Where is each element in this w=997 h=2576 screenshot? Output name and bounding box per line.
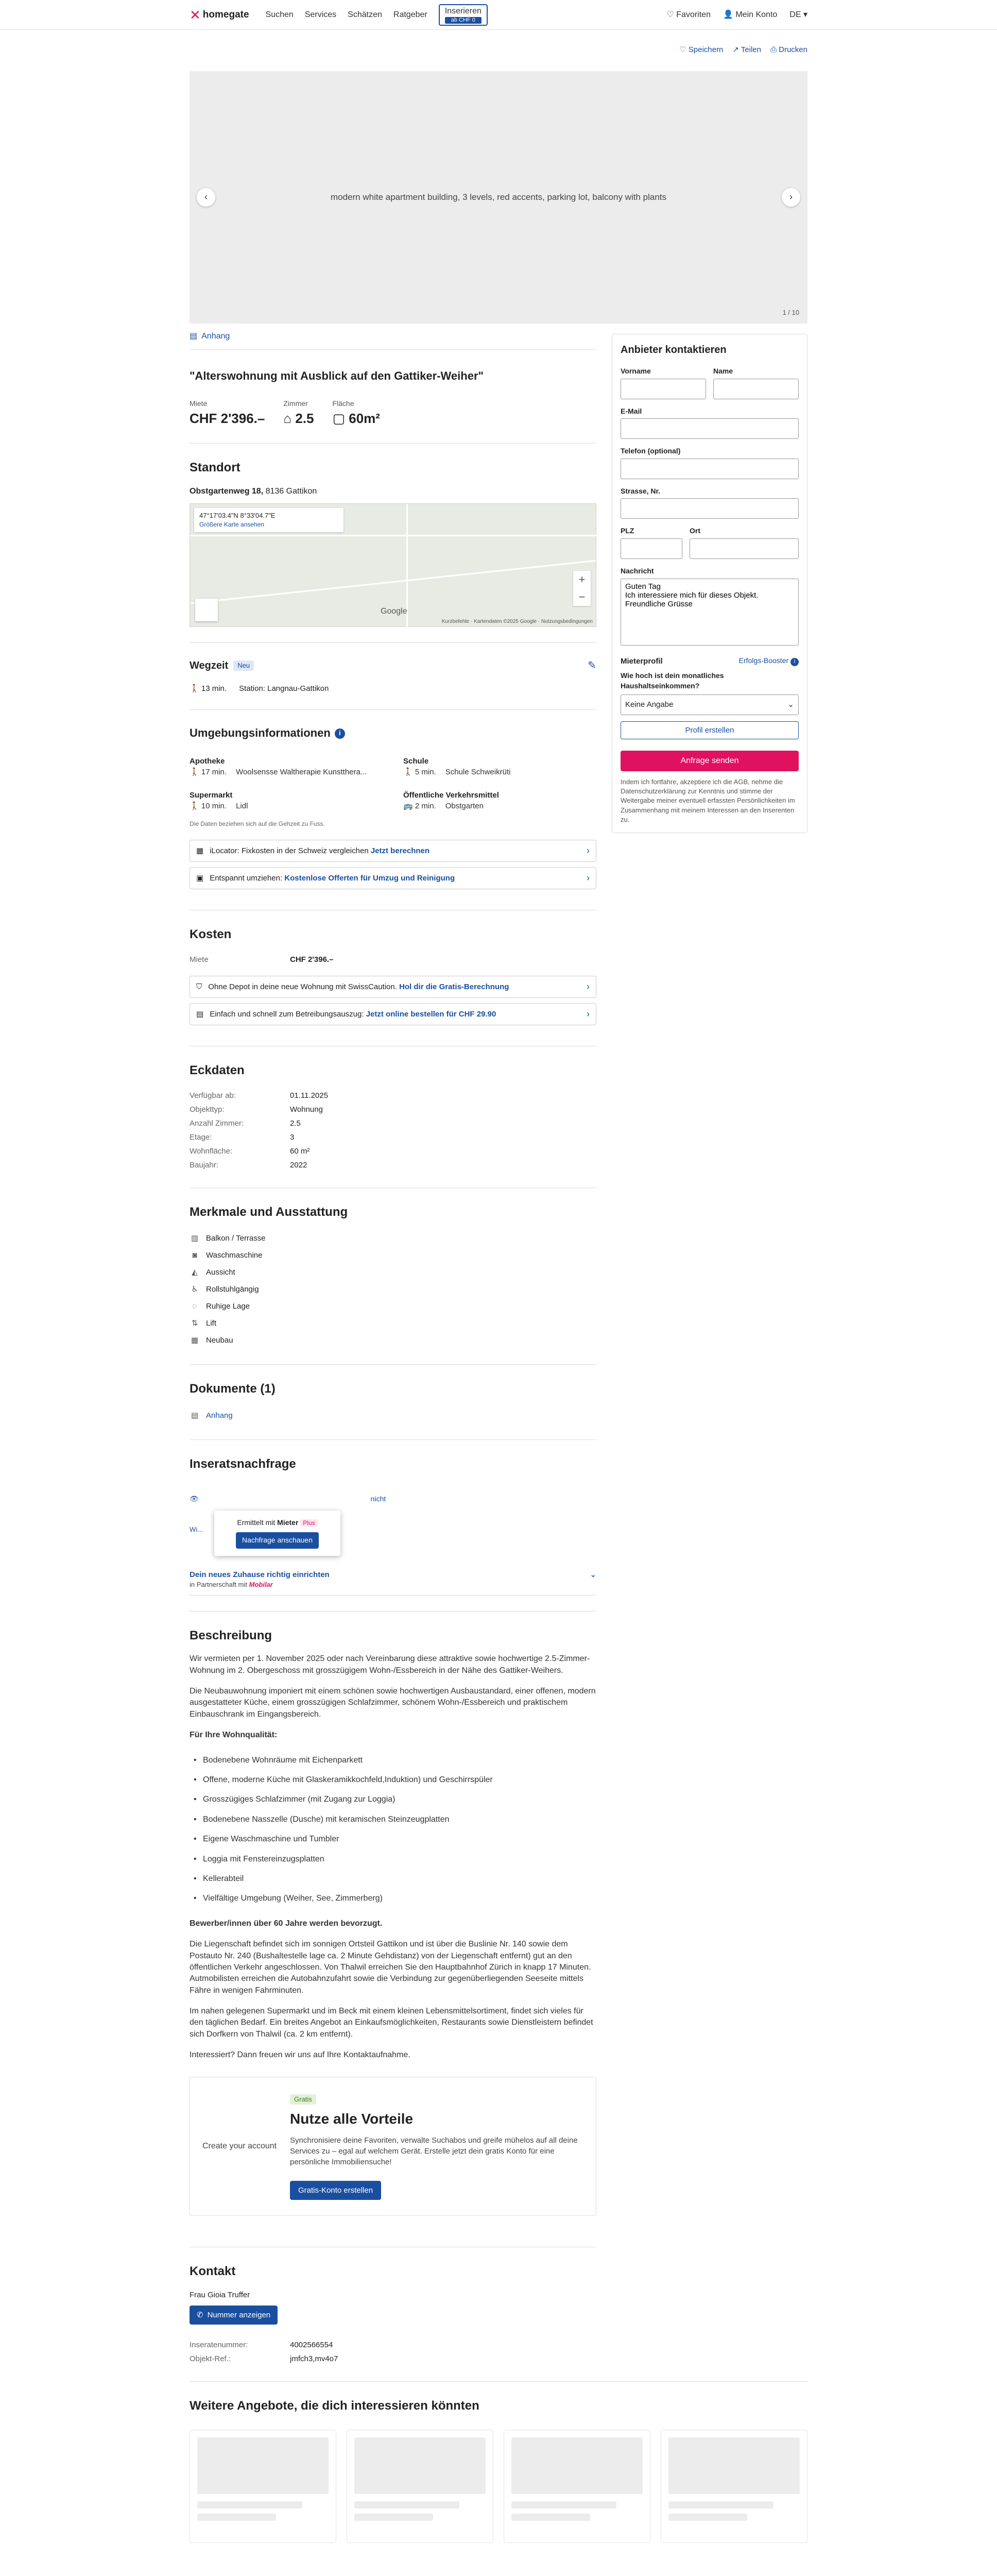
save-action[interactable]: ♡ Speichern [679, 45, 724, 54]
key-data-row: Verfügbar ab: 01.11.2025 [190, 1091, 328, 1100]
attachment-link[interactable]: ▤ Anhang [190, 324, 596, 350]
list-item: • Bodenebene Nasszelle (Dusche) mit keramischen Steinzeugplatten [190, 1810, 596, 1829]
feature-item: ◙ Waschmaschine [190, 1247, 596, 1264]
logo-x-icon: ✕ [190, 7, 201, 23]
fact-rooms: Zimmer ⌂ 2.5 [283, 399, 314, 426]
skeleton-line [354, 2514, 433, 2521]
calculator-icon: ▦ [196, 846, 204, 855]
list-item: • Vielfältige Umgebung (Weiher, See, Zimmerberg) [190, 1889, 596, 1908]
map-road [190, 535, 597, 536]
swisscaution-promo[interactable]: ⛉ Ohne Depot in deine neue Wohnung mit SwissCaution. Hol dir die Gratis-Berechnung › [190, 976, 596, 998]
skeleton-line [197, 2514, 276, 2521]
gallery-image: modern white apartment building, 3 levels, red accents, parking lot, balcony with plants [330, 192, 667, 202]
feature-item: ⇅ Lift [190, 1315, 596, 1332]
chevron-right-icon: › [587, 1008, 590, 1019]
logo[interactable]: ✕ homegate [190, 7, 249, 23]
email-input[interactable] [621, 418, 799, 439]
walk-icon: 🚶 17 min. [190, 767, 227, 776]
furnishing-promo[interactable]: Dein neues Zuhause richtig einrichten in Partnerschaft mit Mobilar ⌄ [190, 1569, 596, 1595]
location-heading: Standort [190, 461, 240, 475]
chevron-right-icon: › [587, 845, 590, 856]
features-section: Merkmale und Ausstattung ▥ Balkon / Terrasse ◙ Waschmaschine ◭ Aussicht ♿ Rollstuhlgängig ◌ Ruhige Lage ⇅ Lift ▦ Neubau [190, 1188, 596, 1365]
first-name-input[interactable] [621, 379, 706, 399]
pencil-icon[interactable]: ✎ [588, 660, 596, 672]
demand-row: 👁 nicht [190, 1495, 386, 1503]
description-section: Beschreibung Wir vermieten per 1. November 2025 oder nach Vereinbarung diese attraktive sowie hochwertige 2.5-Zimmer-Wohnung im 2. Obergeschoss mit grosszügigem Wohn-/Essbereich in der Nähe des Gattiker-Weihers. Die Neubauwohnung imponiert mit einem schönen sowie hochwertigen Ausbaustandard, einer offenen, modern ausgestatteter Küche, einem grosszügigen Schlafzimmer, schönem Wohn-/Essbereich und praktischem Einbauschrank im Eingangsbereich. Für Ihre Wohnqualität: • Bodenebene Wohnräume mit Eichenparkett • Offene, moderne Küche mit Glaskeramikkochfeld,Induktion) und Geschirrspüler • Grosszügiges Schlafzimmer (mit Zugang zur Loggia) • Bodenebene Nasszelle (Dusche) mit keramischen Steinzeugplatten • Eigene Waschmaschine und Tumbler • Loggia mit Fenstereinzugsplatten • Kellerabteil • Vielfältige Umgebung (Weiher, See, Zimmerberg) Bewerber/innen über 60 Jahre werden bevorzugt. Die Liegenschaft befindet sich im sonnigen Ortsteil Gattikon und ist über die Buslinie Nr. 140 sowie dem Postauto Nr. 240 (Bushaltestelle lage ca. 2 Minute Gehdistanz) von der Liegenschaft entfernt) gut an den öffentlichen Verkehr angeschlossen. Von Thalwil erreichen Sie den Hauptbahnhof Zürich in knapp 17 Minuten. Autmobilisten erreichen die Autobahnzufahrt sowie die Verbindung zur gegenüberliegenden Seeseite mittels Fähre in wenigen Fahrminuten. Im nahen gelegenen Supermarkt und im Beck mit einem kleinen Lebensmittelsortiment, findet sich vieles für den täglichen Bedarf. Ein breites Angebot an Einkaufsmöglichkeiten, Restaurants sowie Dienstleistern befindet sich Dorfkern von Thalwil (ca. 2 km entfernt). Interessiert? Dann freuen wir uns auf Ihre Kontaktaufnahme. Create your account Gratis Nutze alle Vorteile Synchronisiere deine Favoriten, verwalte Suchabos und greife mühelos auf all deine Services zu – egal auf welchem Gerät. Erstelle jetzt dein gratis Konto für eine persönliche Immobiliensuche! Gratis-Konto erstellen [190, 1611, 596, 2247]
balcony-icon: ▥ [191, 1234, 199, 1243]
phone-input[interactable] [621, 459, 799, 479]
feature-item: ▦ Neubau [190, 1332, 596, 1349]
document-icon: ▤ [190, 332, 198, 341]
favorites-link[interactable]: ♡ Favoriten [666, 10, 711, 19]
list-item: • Grosszügiges Schlafzimmer (mit Zugang zur Loggia) [190, 1790, 596, 1809]
gallery-counter: 1 / 10 [782, 308, 799, 316]
new-building-icon: ▦ [191, 1336, 199, 1345]
chevron-down-icon: ⌄ [787, 700, 794, 709]
washing-machine-icon: ◙ [192, 1251, 197, 1260]
street-input[interactable] [621, 498, 799, 519]
view-icon: ◭ [192, 1268, 198, 1277]
surroundings-note: Die Daten beziehen sich auf die Gehzeit zu Fuss. [190, 820, 325, 827]
surrounding-item: Supermarkt 🚶 10 min. Lidl [190, 790, 248, 810]
sidebar [612, 324, 807, 2381]
share-action[interactable]: ↗ Teilen [732, 45, 761, 54]
chevron-down-icon: ⌄ [590, 1570, 596, 1580]
key-data-row: Wohnfläche: 60 m² [190, 1146, 310, 1156]
shield-icon: ⛉ [196, 982, 202, 991]
top-actions [679, 44, 807, 55]
nav-item-schaetzen[interactable]: Schätzen [348, 10, 382, 19]
list-item: • Offene, moderne Küche mit Glaskeramikkochfeld,Induktion) und Geschirrspüler [190, 1770, 596, 1790]
header [0, 0, 997, 30]
legal-note: Indem ich fortfahre, akzeptiere ich die AGB, nehme die Datenschutzerklärung zur Kenntnis und stimme der Weitergabe meiner eventuell erfassten Persönlichkeiten im Zusammenhang mit meinem Interessen an den Inserenten zu. [621, 777, 795, 823]
contact-section: Kontakt Frau Gioia Truffer ✆ Nummer anzeigen Inseratenummer: 4002566554 Objekt-Ref.: jmfch3,mv4o7 [190, 2247, 596, 2381]
map-coordinates: 47°17'03.4"N 8°33'04.7"E Größere Karte ansehen [194, 508, 343, 532]
demand-popup: Ermittelt mit Mieter Plus Nachfrage anschauen [214, 1511, 340, 1555]
skeleton-line [197, 2501, 302, 2509]
cost-row: Miete CHF 2'396.– [190, 955, 334, 964]
feature-item: ▥ Balkon / Terrasse [190, 1230, 596, 1247]
show-number-button[interactable]: ✆ Nummer anzeigen [190, 2306, 278, 2325]
skeleton-line [668, 2514, 747, 2521]
contact-row: Objekt-Ref.: jmfch3,mv4o7 [190, 2354, 338, 2363]
fact-rent: Miete CHF 2'396.– [190, 399, 265, 426]
main-content [190, 324, 596, 2381]
ilocator-promo[interactable]: ▦ iLocator: Fixkosten in der Schweiz vergleichen Jetzt berechnen › [190, 840, 596, 862]
insert-price-badge: ab CHF 0 [445, 17, 482, 24]
insert-button[interactable]: Inserieren ab CHF 0 [439, 4, 488, 26]
bus-icon: 🚌 2 min. [403, 801, 436, 810]
skeleton-line [511, 2501, 616, 2509]
documents-section: Dokumente (1) ▤ Anhang [190, 1364, 596, 1439]
offer-card-skeleton[interactable] [504, 2430, 650, 2543]
document-icon: ▤ [191, 1411, 199, 1420]
larger-map-link[interactable]: Größere Karte ansehen [199, 521, 265, 529]
phone-icon: ✆ [197, 2310, 203, 2319]
language-select[interactable]: DE ▾ [789, 10, 807, 19]
user-icon: 👤 [723, 10, 736, 19]
contact-row: Inseratenummer: 4002566554 [190, 2340, 333, 2349]
zip-input[interactable] [621, 538, 682, 559]
feature-item: ◭ Aussicht [190, 1264, 596, 1281]
offer-card-skeleton[interactable] [661, 2430, 807, 2543]
register-card: Create your account Gratis Nutze alle Vorteile Synchronisiere deine Favoriten, verwalte Suchabos und greife mühelos auf all deine Services zu – egal auf welchem Gerät. Erstelle jetzt dein gratis Konto für eine persönliche Immobiliensuche! Gratis-Konto erstellen [190, 2077, 596, 2216]
list-item: • Eigene Waschmaschine und Tumbler [190, 1829, 596, 1849]
fact-area: Fläche ▢ 60m² [332, 399, 380, 426]
demand-section: Inseratsnachfrage 👁 nicht Wi... Ermittelt mit Mieter Plus Nachfrage anschauen Dein neues Zuhause richtig einrichten in Partnerschaft mit Mobilar ⌄ [190, 1439, 596, 1611]
document-icon: ▤ [196, 1010, 204, 1019]
feature-item: ◌ Ruhige Lage [190, 1298, 596, 1315]
main-nav [266, 4, 488, 26]
location-section [190, 443, 596, 642]
list-item: • Bodenebene Wohnräume mit Eichenparkett [190, 1751, 596, 1770]
feature-item: ♿ Rollstuhlgängig [190, 1281, 596, 1298]
walk-icon: 🚶 [190, 684, 201, 693]
skeleton-line [668, 2501, 773, 2509]
success-booster-link[interactable]: Erfolgs-Booster i [739, 656, 799, 667]
gallery-next-button[interactable]: › [782, 188, 800, 207]
register-illustration: Create your account [202, 2141, 277, 2150]
walk-time: 🚶 13 min. [190, 684, 227, 693]
skeleton-line [511, 2514, 590, 2521]
info-icon: i [790, 658, 799, 666]
key-data-row: Etage: 3 [190, 1132, 295, 1142]
document-link[interactable]: ▤ Anhang [190, 1407, 596, 1424]
quality-list [190, 1751, 596, 1909]
walk-icon: 🚶 10 min. [190, 801, 227, 810]
chevron-right-icon: › [587, 981, 590, 992]
map-zoom-controls [573, 571, 591, 606]
free-badge: Gratis [290, 2094, 316, 2105]
area-icon: ▢ [332, 410, 349, 426]
zoom-out-button[interactable]: − [578, 590, 586, 604]
heart-icon: ♡ [666, 10, 677, 19]
message-textarea[interactable] [621, 579, 799, 646]
create-profile-button[interactable]: Profil erstellen [621, 721, 799, 739]
wheelchair-icon: ♿ [191, 1285, 198, 1294]
skeleton-image [511, 2437, 643, 2494]
account-link[interactable]: 👤 Mein Konto [723, 10, 778, 19]
surroundings-section: Umgebungsinformationen i Apotheke 🚶 17 min. Woolsensse Waltherapie Kunstthera... Schule 🚶 5 min. Schule Schweikrüti Supermarkt 🚶 10 min. Lidl Öffentliche Verkehrsmittel 🚌 2 min. Obstgarten Die Daten beziehen sich auf die Gehzeit zu Fuss. ▦ iLocator: Fixkosten in der Schweiz vergleichen Jetzt berechnen › ▣ Entspannt umziehen: Kostenlose Offerten für Umzug und Reinigung › [190, 709, 596, 910]
betreibung-promo[interactable]: ▤ Einfach und schnell zum Betreibungsauszug: Jetzt online bestellen für CHF 29.90 › [190, 1003, 596, 1025]
station: Station: Langnau-Gattikon [239, 684, 329, 693]
info-icon[interactable]: i [335, 728, 345, 739]
nav-item-suchen[interactable]: Suchen [265, 10, 294, 19]
view-demand-button[interactable]: Nachfrage anschauen [236, 1532, 319, 1549]
eye-icon: 👁 [190, 1495, 201, 1503]
map-brand: Google [381, 606, 407, 616]
costs-section: Kosten Miete CHF 2'396.– ⛉ Ohne Depot in deine neue Wohnung mit SwissCaution. Hol dir die Gratis-Berechnung › ▤ Einfach und schnell zum Betreibungsauszug: Jetzt online bestellen für CHF 29.90 › [190, 910, 596, 1046]
key-data-row: Anzahl Zimmer: 2.5 [190, 1118, 301, 1128]
surrounding-item: Schule 🚶 5 min. Schule Schweikrüti [403, 756, 511, 776]
key-data-row: Objekttyp: Wohnung [190, 1105, 323, 1114]
rooms-icon: ⌂ [283, 410, 296, 426]
demand-link[interactable]: Wi... [190, 1526, 203, 1534]
key-data-row: Baujahr: 2022 [190, 1160, 307, 1170]
contact-form: Anbieter kontaktieren Vorname Name E-Mail Telefon (optional) Strasse, Nr. PLZ Ort Nachricht Guten Tag Ich interessiere mich für dieses Objekt. Freundliche Grüsse Mieterprofil Erfolgs-Booster i Wie hoch ist dein monatliches Haushaltseinkommen? Keine Angabe ⌄ Profil erstellen Anfrage senden Indem ich fortfahre, akzeptiere ich die AGB, nehme die Datenschutzerklärung zur Kenntnis und stimme der Weitergabe meiner eventuell erfassten Persönlichkeiten im Zusammenhang mit meinem Interessen an den Inserenten zu. [612, 334, 807, 833]
plus-badge: Plus [300, 1519, 317, 1527]
contact-person: Frau Gioia Truffer [190, 2290, 250, 2299]
skeleton-image [197, 2437, 329, 2494]
zoom-in-button[interactable]: + [578, 573, 586, 586]
skeleton-line [354, 2501, 459, 2509]
new-badge: Neu [233, 660, 254, 671]
last-name-input[interactable] [713, 379, 799, 399]
surrounding-item: Öffentliche Verkehrsmittel 🚌 2 min. Obstgarten [403, 790, 499, 810]
map-road [191, 560, 596, 604]
create-account-button[interactable]: Gratis-Konto erstellen [290, 2181, 381, 2200]
city-input[interactable] [690, 538, 799, 559]
address: Obstgartenweg 18, 8136 Gattikon [190, 486, 317, 496]
nav-item-services[interactable]: Services [304, 10, 337, 19]
income-select[interactable]: Keine Angabe ⌄ [621, 694, 799, 715]
print-action[interactable]: ⎙ Drucken [770, 45, 807, 54]
elevator-icon: ⇅ [191, 1319, 198, 1328]
key-facts [190, 399, 596, 428]
list-item: • Kellerabteil [190, 1869, 596, 1889]
chevron-right-icon: › [587, 872, 590, 883]
truck-icon: ▣ [196, 874, 204, 883]
location-map[interactable] [190, 503, 596, 627]
nav-item-ratgeber[interactable]: Ratgeber [393, 10, 427, 19]
image-gallery[interactable] [190, 71, 807, 324]
gallery-prev-button[interactable]: ‹ [197, 188, 215, 207]
map-satellite-toggle[interactable] [195, 599, 218, 621]
moving-promo[interactable]: ▣ Entspannt umziehen: Kostenlose Offerten für Umzug und Reinigung › [190, 867, 596, 889]
wegzeit-section: Wegzeit Neu ✎ 🚶 13 min. Station: Langnau-Gattikon [190, 642, 596, 709]
offer-card-skeleton[interactable] [190, 2430, 336, 2543]
offer-card-skeleton[interactable] [347, 2430, 493, 2543]
map-footer: Kurzbefehle · Kartendaten ©2025 Google · Nutzungsbedingungen [441, 619, 593, 625]
listing-title: "Alterswohnung mit Ausblick auf den Gattiker-Weiher" [190, 369, 484, 383]
walk-icon: 🚶 5 min. [403, 767, 436, 776]
mobilar-logo: Mobilar [249, 1581, 273, 1589]
skeleton-image [668, 2437, 800, 2494]
surrounding-item: Apotheke 🚶 17 min. Woolsensse Waltherapie Kunstthera... [190, 756, 367, 776]
send-request-button[interactable]: Anfrage senden [621, 751, 799, 771]
skeleton-image [354, 2437, 486, 2494]
quiet-icon: ◌ [192, 1302, 197, 1311]
more-offers-section: Weitere Angebote, die dich interessieren könnten [190, 2381, 807, 2576]
key-data-section: Eckdaten Verfügbar ab: 01.11.2025 Objekttyp: Wohnung Anzahl Zimmer: 2.5 Etage: 3 Wohnfläche: 60 m² Baujahr: 2022 [190, 1046, 596, 1188]
list-item: • Loggia mit Fenstereinzugsplatten [190, 1850, 596, 1869]
